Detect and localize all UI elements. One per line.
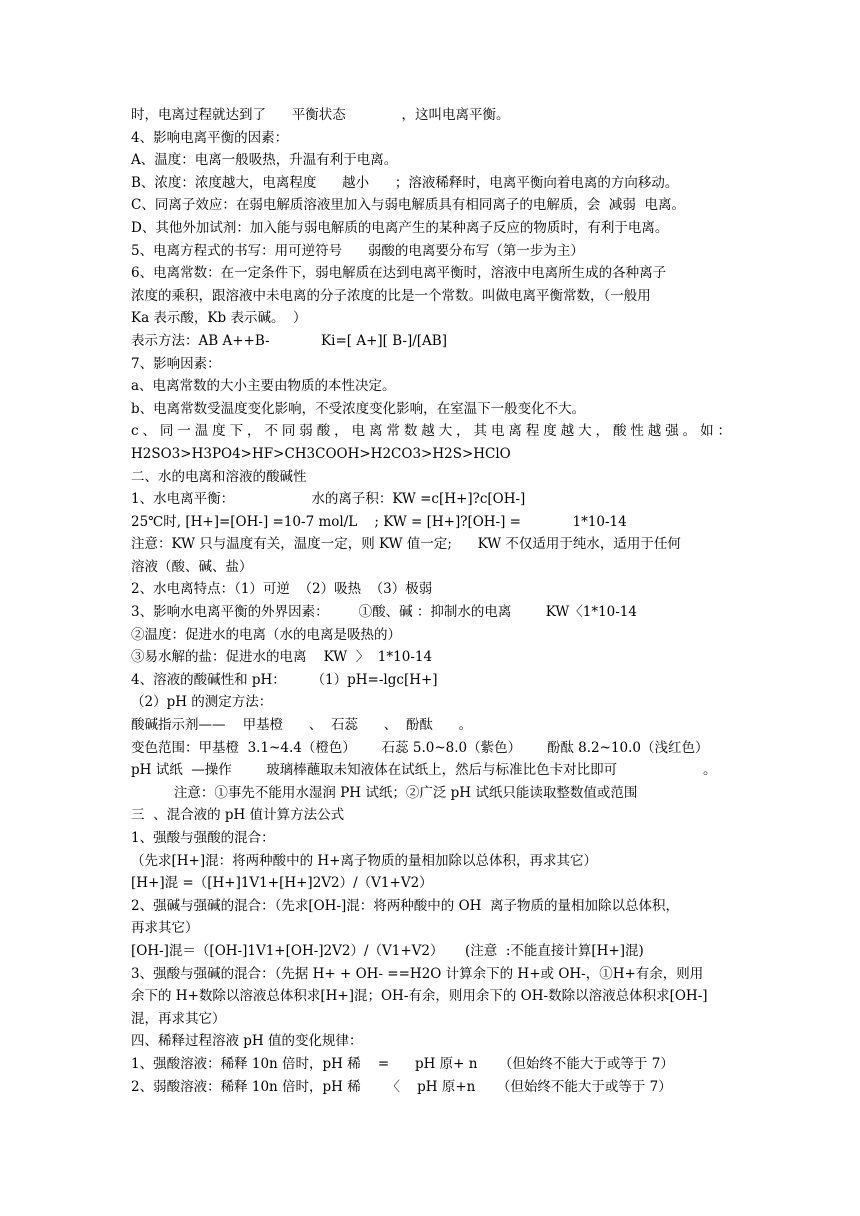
section-heading: 3、影响水电离平衡的外界因素： ①酸、碱 ：抑制水的电离 KW〈1*10-14 [131, 604, 637, 621]
text-line: 再求其它） [131, 920, 199, 937]
text-line: 浓度的乘积，跟溶液中未电离的分子浓度的比是一个常数。叫做电离平衡常数，（一般用 [131, 287, 651, 304]
section-heading: 3、强酸与强碱的混合：（先据 H+ + OH- ==H2O 计算余下的 H+或 OH-，①H+有余，则用 [131, 965, 704, 982]
text-line: 溶液（酸、碱、盐） [131, 558, 253, 575]
formula-line: H2SO3>H3PO4>HF>CH3COOH>H2CO3>H2S>HClO [131, 445, 511, 462]
text-line: b、电离常数受温度变化影响，不受浓度变化影响，在室温下一般变化不大。 [131, 400, 586, 417]
text-line: c、同一温度下，不同弱酸，电离常数越大，其电离程度越大，酸性越强。如： [131, 423, 731, 440]
text-line: （先求[H+]混：将两种酸中的 H+离子物质的量相加除以总体积，再求其它） [131, 852, 597, 869]
section-heading: 6、电离常数：在一定条件下，弱电解质在达到电离平衡时，溶液中电离所生成的各种离子 [131, 265, 667, 282]
text-line: 注意：KW 只与温度有关，温度一定，则 KW 值一定; KW 不仅适用于纯水，适用于任何 [131, 536, 681, 553]
text-line: Ka 表示酸，Kb 表示碱。 ） [131, 310, 307, 327]
text-line: 时，电离过程就达到了 平衡状态 ，这叫电离平衡。 [131, 107, 510, 123]
section-heading: 2、强碱与强碱的混合：（先求[OH-]混：将两种酸中的 OH 离子物质的量相加除以总体积， [131, 897, 679, 914]
section-heading: 4、影响电离平衡的因素： [131, 129, 289, 146]
text-line: a、电离常数的大小主要由物质的本性决定。 [131, 378, 396, 395]
chapter-heading: 二、水的电离和溶液的酸碱性 [131, 468, 307, 485]
section-heading: 4、溶液的酸碱性和 pH： （1）pH=-lgc[H+] [131, 671, 438, 688]
formula-line: [H+]混 =（[H+]1V1+[H+]2V2）/（V1+V2） [131, 875, 433, 892]
text-line: 余下的 H+数除以溶液总体积求[H+]混；OH-有余，则用余下的 OH-数除以溶液总体积求[OH-] [131, 988, 708, 1005]
chapter-heading: 四、稀释过程溶液 pH 值的变化规律： [131, 1033, 363, 1050]
formula-line: 表示方法：AB A++B- Ki=[ A+][ B-]/[AB] [131, 332, 447, 349]
text-line: ③易水解的盐：促进水的电离 KW 〉 1*10-14 [131, 649, 433, 666]
section-heading: 5、电离方程式的书写：用可逆符号 弱酸的电离要分布写（第一步为主） [131, 242, 584, 259]
text-line: 变色范围：甲基橙 3.1~4.4（橙色） 石蕊 5.0~8.0（紫色） 酚酞 8.2~10.0（浅红色） [131, 739, 709, 756]
text-line: ②温度：促进水的电离（水的电离是吸热的） [131, 626, 401, 643]
chapter-heading: 三 、混合液的 pH 值计算方法公式 [131, 807, 345, 824]
formula-line: 25℃时, [H+]=[OH-] =10-7 mol/L ; KW = [H+]?[OH-] = 1*10-14 [131, 513, 627, 530]
text-line: （2）pH 的测定方法： [131, 694, 273, 711]
formula-line: [OH-]混＝（[OH-]1V1+[OH-]2V2）/（V1+V2） (注意 :不能直接计算[H+]混) [131, 942, 644, 959]
note-line: 注意：①事先不能用水湿润 PH 试纸；②广泛 pH 试纸只能读取整数值或范围 [131, 784, 638, 801]
text-line: D、其他外加试剂：加入能与弱电解质的电离产生的某种离子反应的物质时，有利于电离。 [131, 219, 669, 236]
text-line: 酸碱指示剂—— 甲基橙 、 石蕊 、 酚酞 。 [131, 717, 473, 734]
section-heading: 1、强酸与强酸的混合： [131, 830, 275, 846]
text-line: 1、强酸溶液：稀释 10n 倍时，pH 稀 = pH 原+ n （但始终不能大于或等于 7） [131, 1055, 674, 1072]
section-heading: 7、影响因素： [131, 355, 221, 372]
text-line: 混，再求其它） [131, 1010, 226, 1027]
text-line: pH 试纸 —操作 玻璃棒蘸取未知液体在试纸上，然后与标准比色卡对比即可 。 [131, 762, 717, 779]
text-line: 2、弱酸溶液：稀释 10n 倍时，pH 稀 〈 pH 原+n （但始终不能大于或等于 7） [131, 1078, 672, 1095]
formula-line: 1、水电离平衡： 水的离子积：KW =c[H+]?c[OH-] [131, 491, 526, 508]
text-line: A、温度：电离一般吸热，升温有利于电离。 [131, 152, 398, 169]
section-heading: 2、水电离特点：（1）可逆 （2）吸热 （3）极弱 [131, 581, 433, 598]
text-line: C、同离子效应：在弱电解质溶液里加入与弱电解质具有相同离子的电解质，会 减弱 电离。 [131, 197, 685, 214]
document-body [131, 104, 731, 1098]
text-line: B、浓度：浓度越大，电离程度 越小 ；溶液稀释时，电离平衡向着电离的方向移动。 [131, 174, 679, 191]
